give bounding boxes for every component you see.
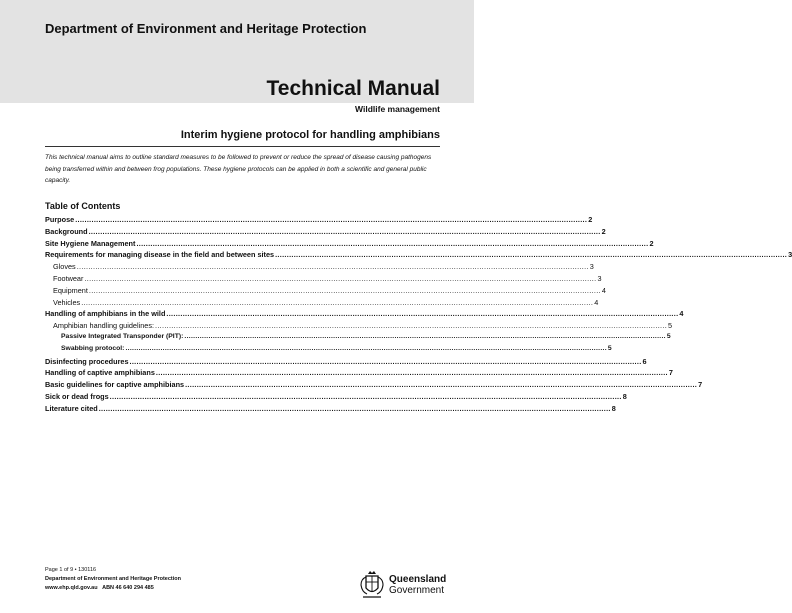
toc-entry-page: 2 bbox=[588, 215, 593, 224]
toc-entry[interactable] bbox=[45, 273, 602, 286]
toc-entry-label: Background bbox=[45, 226, 88, 236]
toc-entry-label: Vehicles bbox=[53, 297, 81, 307]
page-info: Page 1 of 9 • 130116 bbox=[45, 567, 97, 573]
toc-heading: Table of Contents bbox=[45, 201, 121, 211]
toc-entry-page: 8 bbox=[622, 391, 627, 401]
toc-entry-page: 5 bbox=[668, 321, 673, 331]
toc-entry-label: Requirements for managing disease in the field and between sites bbox=[45, 250, 275, 260]
footer bbox=[45, 566, 181, 593]
toc-leader-dots: ............................................................................................................................................................................................................................ bbox=[81, 297, 594, 307]
toc-leader-dots: ............................................................................................................................................................................................................................ bbox=[185, 380, 698, 390]
toc-leader-dots: ............................................................................................................................................................................................................................ bbox=[75, 215, 588, 224]
table-of-contents bbox=[45, 215, 792, 416]
toc-leader-dots: ............................................................................................................................................................................................................................ bbox=[184, 332, 666, 340]
queensland-crest-icon bbox=[358, 570, 386, 600]
toc-leader-dots: ............................................................................................................................................................................................................................ bbox=[109, 391, 622, 401]
toc-entry-page: 2 bbox=[649, 238, 654, 248]
logo-line-1: Queensland bbox=[389, 574, 447, 585]
toc-leader-dots: ............................................................................................................................................................................................................................ bbox=[275, 250, 788, 260]
toc-entry[interactable] bbox=[45, 344, 612, 357]
footer-abn: ABN 46 640 294 485 bbox=[102, 585, 154, 591]
toc-entry[interactable] bbox=[45, 368, 673, 380]
toc-entry[interactable] bbox=[45, 332, 671, 345]
toc-entry[interactable] bbox=[45, 262, 594, 274]
toc-entry-label: Purpose bbox=[45, 215, 75, 224]
title-divider bbox=[45, 146, 440, 147]
toc-entry-page: 5 bbox=[607, 344, 612, 352]
toc-entry[interactable] bbox=[45, 226, 606, 239]
toc-leader-dots: ............................................................................................................................................................................................................................ bbox=[88, 285, 601, 295]
toc-entry-label: Sick or dead frogs bbox=[45, 391, 109, 401]
toc-entry[interactable] bbox=[45, 309, 684, 321]
footer-department: Department of Environment and Heritage Protection bbox=[45, 576, 181, 582]
toc-entry-label: Amphibian handling guidelines: bbox=[53, 321, 155, 331]
intro-paragraph: This technical manual aims to outline standard measures to be followed to prevent or reduce the spread of disease causing pathogens being transferred within and between frog populations. These hygiene protocols can be applied in both a scientific and general public capacity. bbox=[45, 154, 432, 184]
toc-entry-page: 8 bbox=[611, 403, 616, 413]
toc-entry[interactable] bbox=[45, 215, 593, 227]
toc-entry[interactable] bbox=[45, 391, 627, 404]
footer-website[interactable]: www.ehp.qld.gov.au bbox=[45, 585, 98, 591]
toc-entry-label: Gloves bbox=[53, 262, 76, 272]
toc-entry-page: 7 bbox=[668, 368, 673, 378]
toc-entry-label: Site Hygiene Management bbox=[45, 238, 136, 248]
toc-entry[interactable] bbox=[45, 380, 703, 392]
toc-entry[interactable] bbox=[45, 285, 606, 298]
toc-entry-label: Swabbing protocol: bbox=[61, 344, 125, 352]
document-header bbox=[0, 0, 474, 103]
toc-entry-page: 3 bbox=[597, 273, 602, 283]
logo-line-2: Government bbox=[389, 585, 445, 596]
toc-leader-dots: ............................................................................................................................................................................................................................ bbox=[76, 262, 589, 272]
toc-entry[interactable] bbox=[45, 297, 599, 310]
toc-entry-page: 4 bbox=[679, 309, 684, 319]
toc-leader-dots: ............................................................................................................................................................................................................................ bbox=[155, 368, 668, 378]
toc-leader-dots: ............................................................................................................................................................................................................................ bbox=[136, 238, 649, 248]
toc-entry[interactable] bbox=[45, 238, 654, 251]
toc-leader-dots: ............................................................................................................................................................................................................................ bbox=[129, 356, 642, 366]
section-title: Interim hygiene protocol for handling amphibians bbox=[180, 129, 440, 141]
toc-entry-label: Footwear bbox=[53, 273, 84, 283]
document-title: Technical Manual bbox=[266, 77, 440, 100]
toc-entry[interactable] bbox=[45, 403, 616, 416]
department-name: Department of Environment and Heritage Protection bbox=[45, 21, 367, 36]
toc-entry-label: Handling of amphibians in the wild bbox=[45, 309, 166, 319]
toc-entry-label: Equipment bbox=[53, 285, 88, 295]
toc-entry-page: 4 bbox=[601, 285, 606, 295]
toc-entry-page: 3 bbox=[788, 250, 792, 260]
toc-leader-dots: ............................................................................................................................................................................................................................ bbox=[125, 344, 607, 352]
toc-entry-page: 4 bbox=[594, 297, 599, 307]
toc-entry[interactable] bbox=[45, 250, 792, 262]
toc-leader-dots: ............................................................................................................................................................................................................................ bbox=[98, 403, 611, 413]
toc-entry-label: Literature cited bbox=[45, 403, 98, 413]
toc-leader-dots: ............................................................................................................................................................................................................................ bbox=[166, 309, 679, 319]
queensland-government-logo bbox=[358, 568, 447, 602]
toc-leader-dots: ............................................................................................................................................................................................................................ bbox=[84, 273, 597, 283]
toc-leader-dots: ............................................................................................................................................................................................................................ bbox=[155, 321, 668, 331]
toc-entry[interactable] bbox=[45, 321, 673, 333]
toc-entry-page: 5 bbox=[666, 332, 671, 340]
toc-entry-page: 2 bbox=[601, 226, 606, 236]
document-subtitle: Wildlife management bbox=[355, 104, 440, 114]
toc-entry-label: Disinfecting procedures bbox=[45, 356, 129, 366]
toc-entry-page: 3 bbox=[589, 262, 594, 272]
toc-entry-page: 7 bbox=[698, 380, 703, 390]
toc-leader-dots: ............................................................................................................................................................................................................................ bbox=[88, 226, 601, 236]
toc-entry[interactable] bbox=[45, 356, 647, 369]
toc-entry-label: Basic guidelines for captive amphibians bbox=[45, 380, 185, 390]
toc-entry-label: Handling of captive amphibians bbox=[45, 368, 155, 378]
toc-entry-page: 6 bbox=[642, 356, 647, 366]
toc-entry-label: Passive Integrated Transponder (PIT): bbox=[61, 332, 184, 340]
